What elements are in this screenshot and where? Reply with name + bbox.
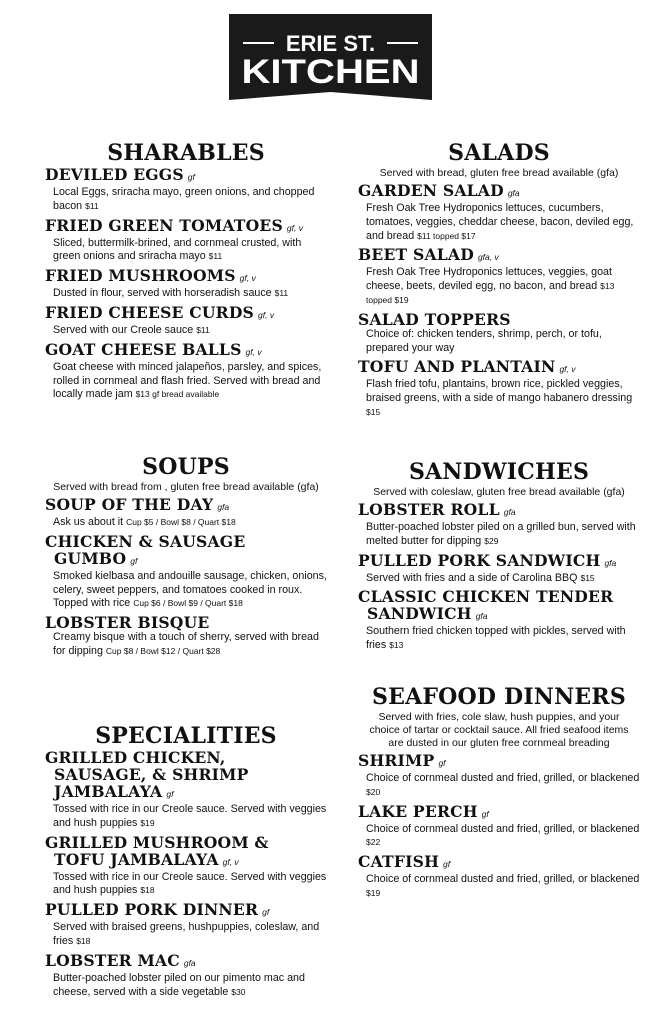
item-name-line: GARDEN SALAD gfa	[358, 181, 520, 200]
item-name-line: TOFU AND PLANTAIN gf, v	[358, 357, 576, 377]
menu-item	[45, 341, 327, 402]
item-name	[358, 246, 640, 266]
section-subtitle: Served with coleslaw, gluten free bread available (gfa)	[373, 486, 625, 498]
item-description	[358, 521, 640, 549]
item-name	[358, 803, 640, 823]
item-price: $20	[366, 786, 381, 797]
menu-item	[358, 552, 640, 586]
item-diet-tags: gf, v	[222, 856, 239, 867]
item-description	[358, 378, 640, 419]
item-description-text: Choice of: chicken tenders, shrimp, perch, or tofu, prepared your way	[366, 327, 602, 354]
section-title: SOUPS	[142, 454, 230, 480]
item-price: $19	[140, 817, 155, 828]
menu-item	[358, 803, 640, 851]
item-name	[45, 341, 327, 361]
section-specialities	[45, 724, 327, 1002]
item-name-line: GOAT CHEESE BALLS gf, v	[45, 339, 262, 359]
item-name-line: LOBSTER MAC gfa	[45, 950, 196, 970]
menu-item	[45, 533, 327, 611]
item-name-line: TOFU JAMBALAYA gf, v	[54, 849, 239, 869]
logo-line1: ERIE ST.	[285, 31, 376, 56]
section-title: SPECIALITIES	[95, 723, 277, 749]
item-diet-tags: gfa, v	[477, 252, 499, 263]
item-name	[45, 267, 327, 287]
item-name-line: SAUSAGE, & SHRIMP	[54, 765, 249, 784]
menu-item	[358, 588, 640, 653]
item-price: $30	[231, 986, 246, 997]
item-description-text: Fresh Oak Tree Hydroponics lettuces, veggies, goat cheese, beets, deviled egg, no bacon, and bread	[366, 266, 612, 293]
item-price: $11	[208, 251, 223, 262]
item-description	[45, 324, 327, 338]
menu-item	[358, 501, 640, 549]
item-price: $11 topped $17	[417, 230, 476, 241]
item-name-line: CLASSIC CHICKEN TENDER	[358, 587, 614, 607]
item-name-line: PULLED PORK SANDWICH gfa	[358, 550, 617, 570]
item-name-line: LOBSTER ROLL gfa	[358, 500, 516, 519]
item-name-line: SALAD TOPPERS	[358, 309, 511, 329]
item-description-text: Fresh Oak Tree Hydroponics lettuces, cucumbers, tomatoes, veggies, cheddar cheese, bacon, deviled egg, and bread	[366, 202, 634, 242]
section-title: SEAFOOD DINNERS	[372, 684, 626, 710]
section-subtitle: Served with fries, cole slaw, hush puppies, and your choice of tartar or cocktail sauce. All fried seafood items are dusted in our gluten free cornmeal breading	[369, 711, 629, 749]
item-description-text: Sliced, buttermilk-brined, and cornmeal crusted, with green onions and sriracha mayo	[53, 236, 302, 263]
item-name	[358, 358, 640, 378]
item-name	[358, 752, 640, 772]
item-description	[45, 631, 327, 659]
menu-item	[45, 901, 327, 949]
item-description-text: Butter-poached lobster piled on a grilled bun, served with melted butter for dipping	[366, 521, 636, 547]
section-title: SANDWICHES	[408, 459, 590, 485]
menu-item	[45, 952, 327, 1000]
item-name-line: DEVILED EGGS gf	[45, 165, 195, 184]
item-diet-tags: gf	[262, 907, 270, 918]
item-description	[358, 266, 640, 307]
section-title: SHARABLES	[107, 140, 265, 166]
item-diet-tags: gf	[166, 789, 174, 799]
item-description	[45, 871, 327, 899]
item-name-line: LOBSTER BISQUE	[45, 613, 210, 633]
item-diet-tags: gfa	[503, 507, 516, 517]
item-description	[358, 202, 640, 243]
item-description-text: Dusted in flour, served with horseradish sauce	[53, 287, 272, 300]
item-diet-tags: gf	[130, 555, 138, 566]
item-name	[358, 311, 640, 328]
menu-item	[358, 752, 640, 800]
logo-line2: KITCHEN	[241, 53, 420, 91]
item-name	[45, 614, 327, 631]
section-seafood	[358, 685, 640, 904]
item-price: $29	[484, 535, 499, 546]
item-name-line: SHRIMP gf	[358, 751, 446, 770]
item-name	[45, 217, 327, 237]
item-name	[358, 501, 640, 521]
item-name	[358, 552, 640, 572]
item-diet-tags: gf, v	[559, 364, 576, 375]
item-name-line: FRIED MUSHROOMS gf, v	[45, 266, 256, 286]
item-name	[45, 901, 327, 921]
menu-item	[45, 834, 327, 899]
menu-item	[358, 853, 640, 901]
item-name	[45, 749, 327, 803]
item-diet-tags: gf, v	[239, 273, 256, 284]
item-price: $13	[389, 640, 404, 651]
item-price: $11	[196, 324, 210, 335]
item-description	[45, 516, 327, 530]
item-price: $18	[76, 935, 91, 946]
item-name-line: BEET SALAD gfa, v	[358, 245, 499, 265]
menu-item	[45, 614, 327, 659]
item-price: $13 topped $19	[366, 281, 615, 305]
item-description-text: Choice of cornmeal dusted and fried, grilled, or blackened	[366, 822, 640, 835]
item-name-line: CATFISH gf	[358, 852, 451, 872]
item-diet-tags: gf, v	[245, 346, 262, 357]
menu-item	[45, 166, 327, 214]
item-diet-tags: gfa	[217, 502, 230, 512]
item-price: $22	[366, 837, 381, 848]
item-price: Cup $6 / Bowl $9 / Quart $18	[133, 598, 243, 609]
item-diet-tags: gf	[443, 859, 451, 870]
item-description-text: Smoked kielbasa and andouille sausage, chicken, onions, celery, sweet peppers, and tomatoes cooked in roux. Topped with rice	[53, 569, 327, 610]
item-name-line: SANDWICH gfa	[367, 604, 488, 624]
item-name-line: CHICKEN & SAUSAGE	[45, 531, 246, 551]
item-diet-tags: gfa	[507, 188, 520, 198]
item-price: Cup $8 / Bowl $12 / Quart $28	[105, 645, 221, 656]
item-description-text: Creamy bisque with a touch of sherry, served with bread for dipping	[53, 631, 319, 657]
item-name	[45, 496, 327, 516]
menu-item	[45, 749, 327, 831]
item-diet-tags: gf, v	[258, 309, 275, 320]
item-name-line: GRILLED CHICKEN,	[45, 748, 226, 767]
item-name	[358, 853, 640, 873]
menu-item	[45, 267, 327, 301]
section-subtitle: Served with bread, gluten free bread available (gfa)	[379, 167, 619, 179]
item-description-text: Tossed with rice in our Creole sauce. Served with veggies and hush puppies	[53, 870, 327, 897]
item-description-text: Butter-poached lobster piled on our pimento mac and cheese, served with a side vegetable	[53, 971, 305, 998]
item-description	[358, 823, 640, 851]
item-name	[45, 834, 327, 871]
item-price: $15	[580, 572, 595, 583]
item-description-text: Tossed with rice in our Creole sauce. Served with veggies and hush puppies	[53, 803, 327, 829]
item-diet-tags: gf, v	[286, 222, 303, 233]
item-description	[358, 572, 640, 586]
menu-item	[358, 246, 640, 307]
item-name-line: GRILLED MUSHROOM &	[45, 832, 269, 852]
item-description-text: Flash fried tofu, plantains, brown rice, pickled veggies, braised greens, with a side of mango habanero dressing	[366, 378, 633, 405]
item-description	[358, 328, 640, 356]
item-name	[45, 952, 327, 972]
menu-item	[45, 304, 327, 338]
menu-item	[358, 182, 640, 243]
item-name-line: FRIED CHEESE CURDS gf, v	[45, 302, 275, 322]
section-soups	[45, 455, 327, 662]
item-price: $15	[366, 406, 381, 417]
item-diet-tags: gf	[438, 758, 446, 768]
item-description-text: Choice of cornmeal dusted and fried, grilled, or blackened	[366, 873, 640, 886]
item-description-text: Ask us about it	[53, 516, 124, 528]
item-description-text: Served with our Creole sauce	[53, 323, 194, 336]
item-description	[45, 803, 327, 831]
menu-item	[45, 496, 327, 530]
item-price: $11	[85, 200, 99, 211]
section-sharables	[45, 141, 327, 405]
item-name	[45, 533, 327, 570]
section-subtitle: Served with bread from , gluten free bread available (gfa)	[53, 481, 319, 493]
item-description	[358, 873, 640, 901]
item-description	[45, 237, 327, 265]
item-diet-tags: gfa	[604, 557, 617, 568]
section-title: SALADS	[448, 140, 550, 166]
item-name-line: PULLED PORK DINNER gf	[45, 900, 270, 920]
item-name-line: SOUP OF THE DAY gfa	[45, 495, 230, 514]
section-salads	[358, 141, 640, 423]
item-name-line: LAKE PERCH gf	[358, 801, 489, 821]
item-description-text: Choice of cornmeal dusted and fried, grilled, or blackened	[366, 772, 640, 784]
item-description-text: Served with braised greens, hushpuppies, coleslaw, and fries	[53, 921, 320, 947]
menu-item	[358, 358, 640, 419]
item-description	[45, 921, 327, 949]
item-description	[45, 972, 327, 1000]
item-diet-tags: gf	[187, 172, 195, 182]
item-price: $19	[366, 887, 381, 898]
item-description	[45, 570, 327, 611]
item-price: $13 gf bread available	[135, 389, 220, 400]
item-name	[358, 588, 640, 625]
section-sandwiches	[358, 460, 640, 656]
menu-item	[45, 217, 327, 265]
item-price: Cup $5 / Bowl $8 / Quart $18	[126, 517, 236, 527]
item-description	[358, 772, 640, 800]
item-price: $11	[274, 288, 289, 299]
item-diet-tags: gfa	[183, 957, 196, 968]
item-name-line: FRIED GREEN TOMATOES gf, v	[45, 215, 303, 235]
item-description	[45, 287, 327, 301]
item-description-text: Southern fried chicken topped with pickles, served with fries	[366, 625, 626, 652]
item-diet-tags: gf	[481, 808, 489, 819]
item-price: $18	[140, 885, 155, 896]
menu-item	[358, 311, 640, 356]
item-description-text: Local Eggs, sriracha mayo, green onions, and chopped bacon	[53, 186, 315, 212]
item-diet-tags: gfa	[475, 611, 488, 622]
item-description	[45, 186, 327, 214]
item-description	[45, 361, 327, 402]
item-name	[45, 166, 327, 186]
restaurant-logo	[229, 14, 432, 100]
item-name-line: JAMBALAYA gf	[54, 782, 174, 801]
item-description	[358, 625, 640, 653]
item-description-text: Goat cheese with minced jalapeños, parsley, and spices, rolled in cornmeal and flash fried. Served with bread and locally made jam	[53, 360, 322, 401]
item-description-text: Served with fries and a side of Carolina BBQ	[366, 571, 578, 584]
item-name	[358, 182, 640, 202]
item-name	[45, 304, 327, 324]
item-name-line: GUMBO gf	[54, 548, 138, 568]
